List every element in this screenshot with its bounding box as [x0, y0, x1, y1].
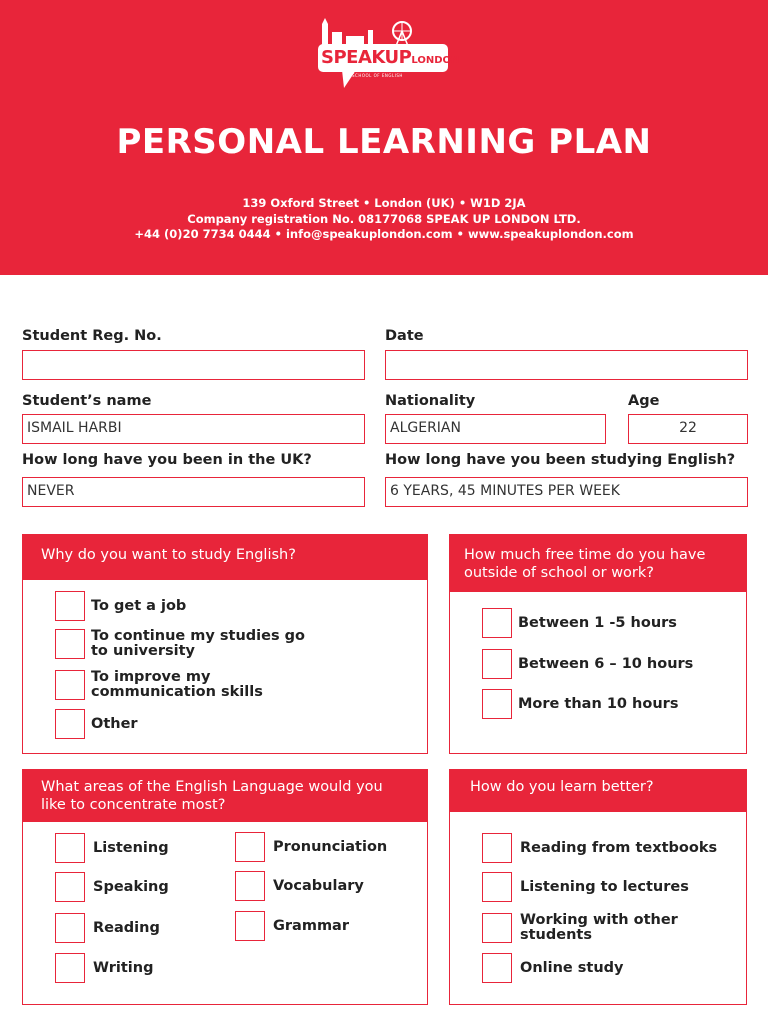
option-label: Between 1 -5 hours: [518, 614, 677, 631]
free-time-panel: [449, 534, 747, 754]
student-name-field[interactable]: ISMAIL HARBI: [22, 414, 365, 444]
areas-option-grammar[interactable]: [235, 911, 413, 941]
why-study-panel: [22, 534, 428, 754]
contact-registration: Company registration No. 08177068 SPEAK UP LONDON LTD.: [187, 211, 581, 226]
option-label: Other: [91, 715, 138, 732]
contact-address: 139 Oxford Street • London (UK) • W1D 2JA: [242, 196, 526, 210]
reg-no-label: Student Reg. No.: [22, 328, 162, 344]
logo-brand: SPEAKUP: [321, 47, 412, 68]
uk-time-label: How long have you been in the UK?: [22, 452, 312, 468]
option-label: Vocabulary: [273, 877, 364, 894]
areas-option-listening[interactable]: [55, 833, 223, 863]
option-label: To improve my communication skills: [91, 669, 263, 700]
areas-option-writing[interactable]: [55, 953, 223, 983]
header-banner: [0, 0, 768, 275]
option-label: Grammar: [273, 917, 349, 934]
checkbox[interactable]: [235, 911, 265, 941]
student-name-label: Student’s name: [22, 393, 152, 409]
areas-title: What areas of the English Language would you like to concentrate most?: [23, 770, 427, 822]
option-label: To continue my studies go to university: [91, 628, 305, 659]
uk-time-field[interactable]: NEVER: [22, 477, 365, 507]
learn-option-online[interactable]: [482, 953, 740, 983]
learn-option-working-with-others[interactable]: [482, 913, 720, 943]
option-label: To get a job: [91, 597, 187, 614]
age-label: Age: [628, 393, 660, 409]
free-time-option-10-plus[interactable]: [482, 689, 738, 719]
checkbox[interactable]: [55, 872, 85, 902]
logo-tagline: SCHOOL OF ENGLISH: [352, 73, 403, 78]
option-label: Reading: [93, 919, 160, 936]
learn-better-title: How do you learn better?: [450, 770, 746, 812]
contact-phone-email-web: +44 (0)20 7734 0444 • info@speakuplondon.com • www.speakuplondon.com: [134, 227, 634, 241]
why-option-communication[interactable]: [55, 670, 291, 700]
option-label: Online study: [520, 959, 624, 976]
option-label: Pronunciation: [273, 838, 388, 855]
areas-option-vocabulary[interactable]: [235, 871, 413, 901]
date-label: Date: [385, 328, 424, 344]
checkbox[interactable]: [55, 591, 85, 621]
london-skyline-icon: [318, 18, 418, 46]
logo-brand-suffix: LONDON: [411, 55, 460, 66]
option-label: Speaking: [93, 878, 169, 895]
nationality-field[interactable]: ALGERIAN: [385, 414, 606, 444]
date-field[interactable]: [385, 350, 748, 380]
why-option-university[interactable]: [55, 629, 321, 659]
areas-option-reading[interactable]: [55, 913, 223, 943]
checkbox[interactable]: [482, 833, 512, 863]
option-label: Between 6 – 10 hours: [518, 655, 694, 672]
speakup-logo: [312, 18, 460, 88]
reg-no-field[interactable]: [22, 350, 365, 380]
learn-option-lectures[interactable]: [482, 872, 740, 902]
logo-wordmark: [318, 44, 460, 72]
study-time-label: How long have you been studying English?: [385, 452, 736, 468]
contact-info: [0, 196, 768, 243]
nationality-label: Nationality: [385, 393, 476, 409]
learn-option-textbooks[interactable]: [482, 833, 740, 863]
areas-option-speaking[interactable]: [55, 872, 223, 902]
page-title: PERSONAL LEARNING PLAN: [116, 122, 652, 162]
age-field[interactable]: 22: [628, 414, 748, 444]
why-option-job[interactable]: [55, 591, 331, 621]
checkbox[interactable]: [55, 670, 85, 700]
why-option-other[interactable]: [55, 709, 331, 739]
option-label: Working with other students: [520, 912, 678, 943]
option-label: More than 10 hours: [518, 695, 679, 712]
checkbox[interactable]: [482, 608, 512, 638]
option-label: Writing: [93, 959, 154, 976]
why-study-title: Why do you want to study English?: [23, 535, 427, 580]
checkbox[interactable]: [482, 913, 512, 943]
option-label: Listening to lectures: [520, 878, 689, 895]
areas-option-pronunciation[interactable]: [235, 832, 413, 862]
checkbox[interactable]: [55, 833, 85, 863]
checkbox[interactable]: [55, 629, 85, 659]
checkbox[interactable]: [55, 953, 85, 983]
learn-better-panel: [449, 769, 747, 1005]
option-label: Listening: [93, 839, 169, 856]
checkbox[interactable]: [482, 953, 512, 983]
free-time-option-6-10[interactable]: [482, 649, 738, 679]
option-label: Reading from textbooks: [520, 839, 718, 856]
areas-panel: [22, 769, 428, 1005]
checkbox[interactable]: [482, 649, 512, 679]
checkbox[interactable]: [482, 689, 512, 719]
checkbox[interactable]: [235, 832, 265, 862]
checkbox[interactable]: [482, 872, 512, 902]
checkbox[interactable]: [55, 913, 85, 943]
free-time-option-1-5[interactable]: [482, 608, 738, 638]
checkbox[interactable]: [235, 871, 265, 901]
study-time-field[interactable]: 6 YEARS, 45 MINUTES PER WEEK: [385, 477, 748, 507]
free-time-title: How much free time do you have outside of school or work?: [450, 535, 746, 592]
checkbox[interactable]: [55, 709, 85, 739]
